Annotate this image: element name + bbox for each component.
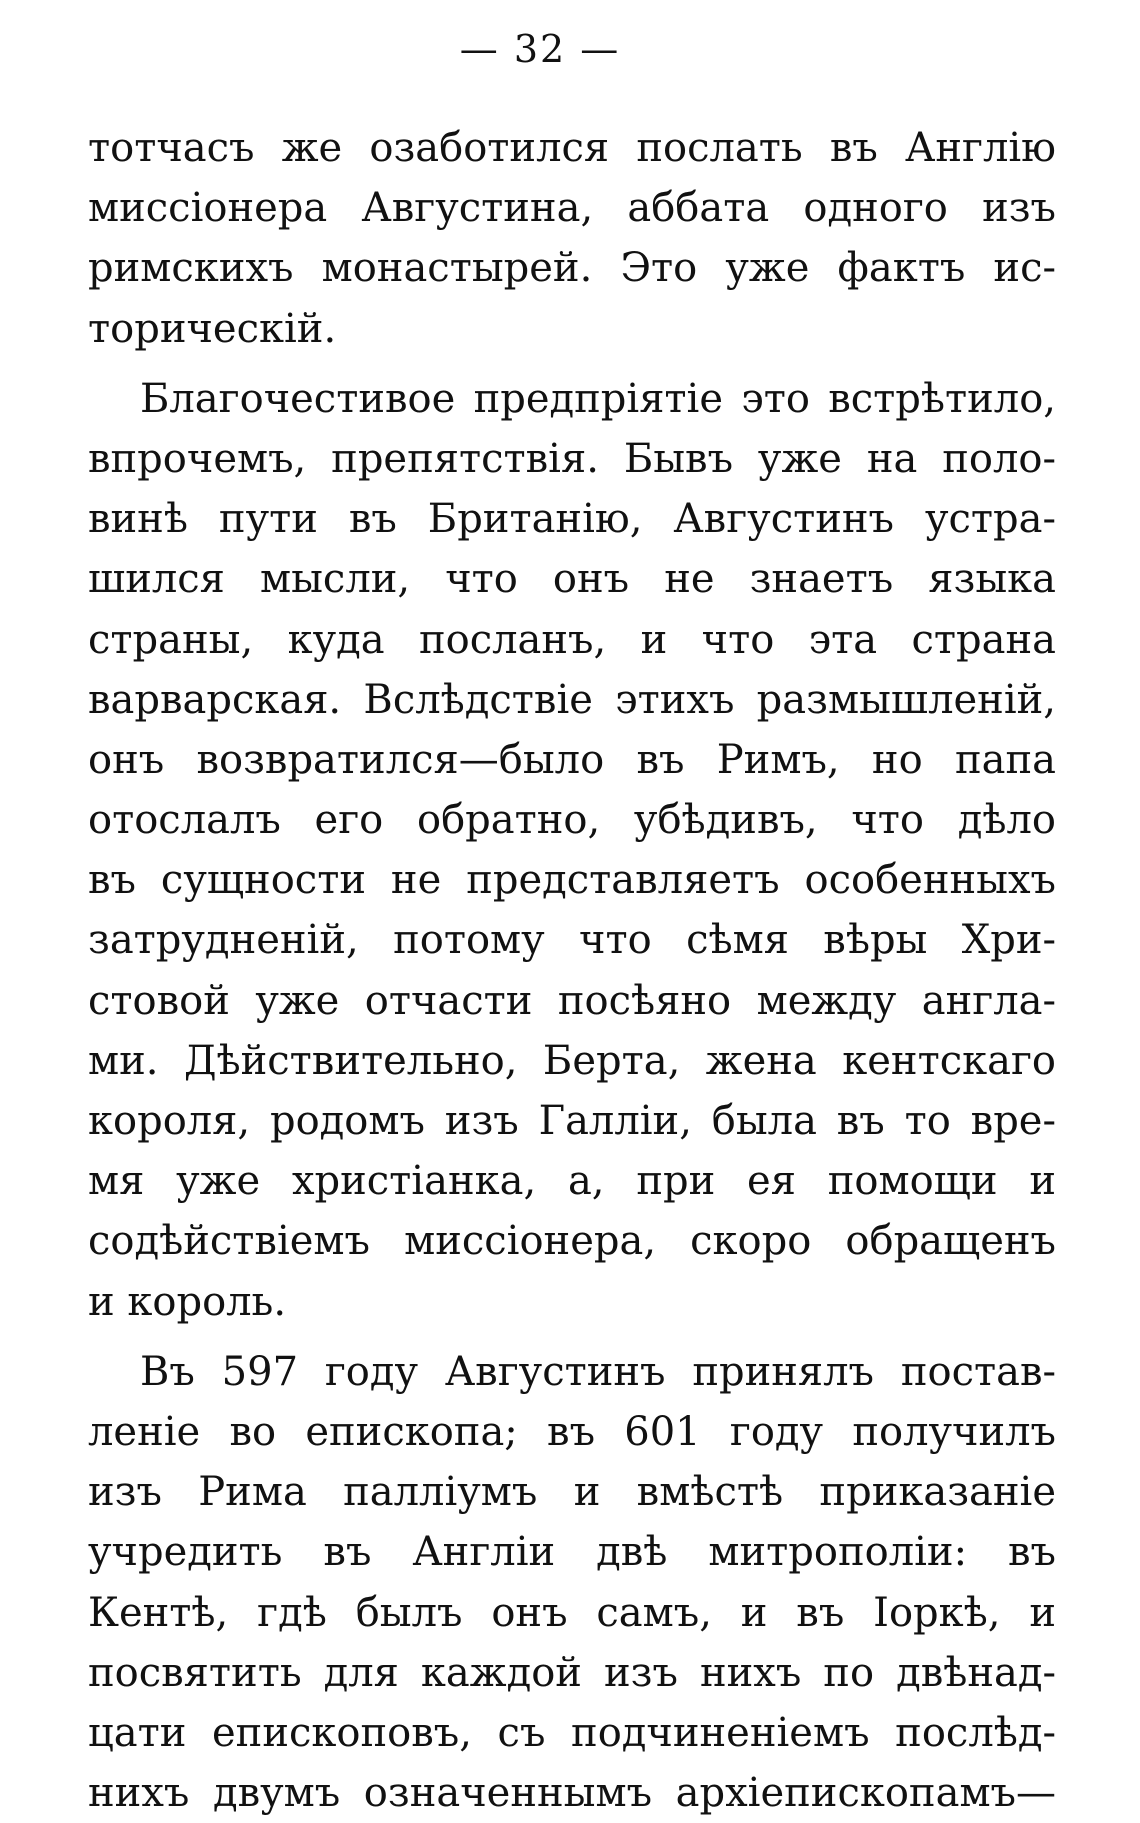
text-line: шился мысли, что онъ не знаетъ языка [88,556,1056,603]
text-line: учредить въ Англіи двѣ митрополіи: въ [88,1529,1056,1576]
paragraph-gap [88,359,1056,369]
text-line: онъ возвратился—было въ Римъ, но папа [88,736,1056,783]
text-line: Въ 597 году Августинъ принялъ постав- [140,1348,1056,1395]
paragraph-gap [88,1332,1056,1342]
text-line: нихъ двумъ означеннымъ архіепископамъ— [88,1770,1056,1817]
text-line: страны, куда посланъ, и что эта страна [88,616,1056,663]
text-line: впрочемъ, препятствія. Бывъ уже на поло- [88,435,1056,482]
text-line: леніе во епископа; въ 601 году получилъ [88,1408,1056,1455]
text-line: мя уже христіанка, а, при ея помощи и [88,1158,1056,1205]
text-line: ми. Дѣйствительно, Берта, жена кентскаго [88,1037,1056,1084]
text-line: римскихъ монастырей. Это уже фактъ ис- [88,245,1056,292]
text-line: посвятить для каждой изъ нихъ по двѣнад- [88,1649,1056,1696]
page-number: — 32 — [459,27,621,71]
text-line: миссіонера Августина, аббата одного изъ [88,185,1056,232]
text-line: тотчасъ же озаботился послать въ Англію [88,125,1056,171]
text-line: цати епископовъ, съ подчиненіемъ послѣд- [88,1709,1056,1756]
text-line: Благочестивое предпріятіе это встрѣтило, [140,375,1056,422]
body-text [88,118,1056,1823]
paragraph-1 [88,118,1056,359]
text-line: изъ Рима палліумъ и вмѣстѣ приказаніе [88,1469,1056,1516]
text-line: винѣ пути въ Британію, Августинъ устра- [88,496,1056,543]
text-line: и король. [88,1278,287,1325]
text-line: затрудненій, потому что сѣмя вѣры Хри- [88,917,1056,964]
text-line: въ сущности не представляетъ особенныхъ [88,857,1056,904]
text-line: короля, родомъ изъ Галліи, была въ то вре- [88,1098,1056,1144]
text-line: Кентѣ, гдѣ былъ онъ самъ, и въ Іоркѣ, и [88,1589,1056,1636]
paragraph-2 [88,369,1056,1332]
text-line: содѣйствіемъ миссіонера, скоро обращенъ [88,1218,1056,1265]
text-line: варварская. Вслѣдствіе этихъ размышленій, [88,676,1056,723]
paragraph-3 [88,1342,1056,1823]
text-line: отослалъ его обратно, убѣдивъ, что дѣло [88,797,1056,844]
text-line: стовой уже отчасти посѣяно между англа- [88,977,1056,1024]
text-line: торическій. [88,305,337,352]
